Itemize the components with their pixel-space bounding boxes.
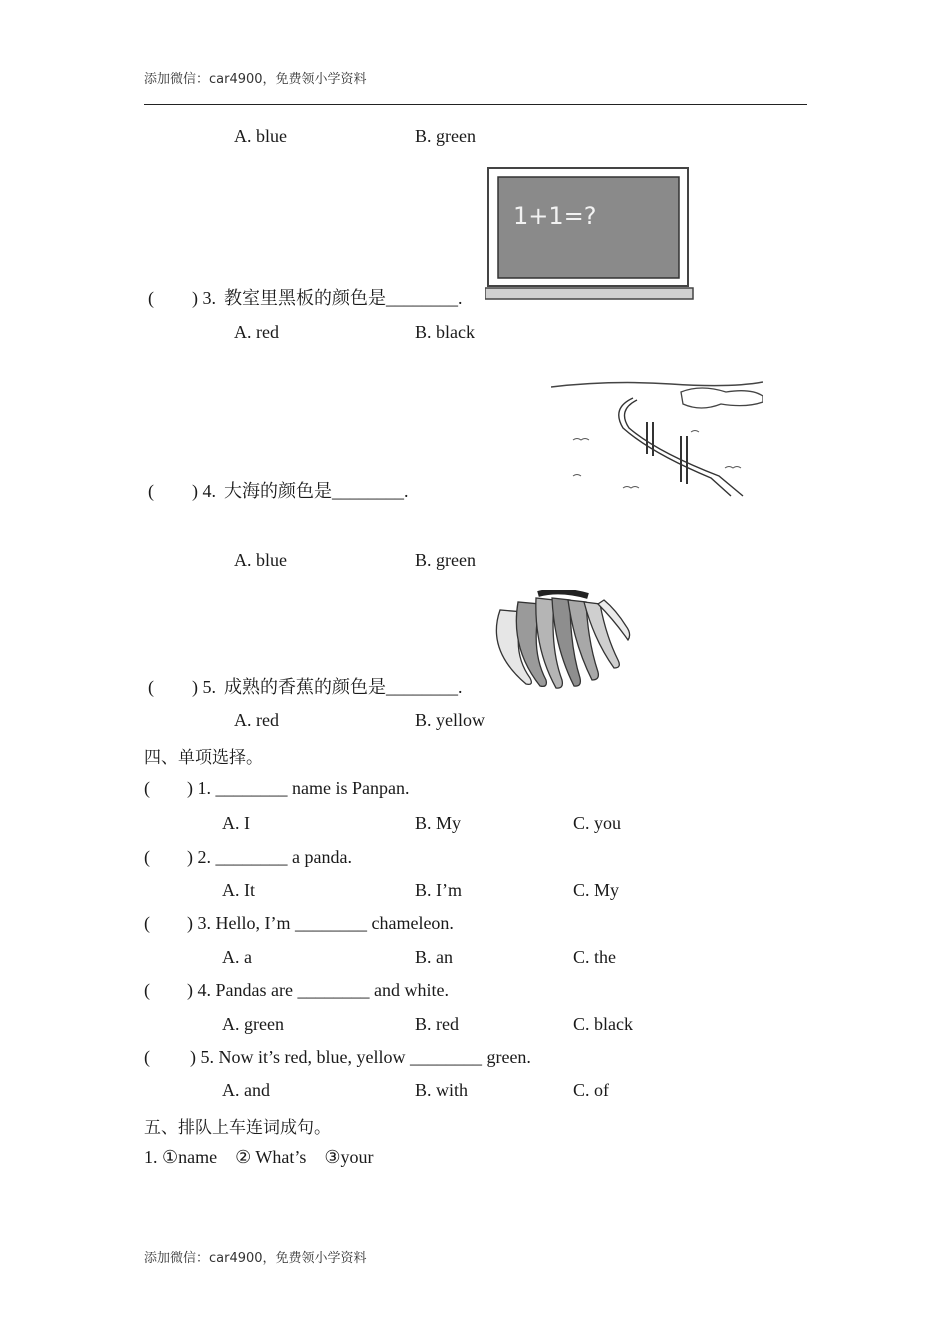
p4-q5-option-b: B. with — [415, 1080, 469, 1100]
p4-q4-stem: ) 4. Pandas are ________ and white. — [187, 980, 449, 1000]
q4-number: ) 4. — [192, 481, 216, 501]
q4-option-a: A. blue — [234, 550, 287, 570]
p5-q1: 1. ①name ② What’s ③your — [144, 1147, 374, 1167]
q2-option-a: A. blue — [234, 126, 287, 146]
section-4-title: 四、单项选择。 — [144, 748, 263, 768]
q2-option-b: B. green — [415, 126, 476, 146]
p4-q5-stem: ) 5. Now it’s red, blue, yellow ________ green. — [190, 1047, 531, 1067]
q5-number: ) 5. — [192, 677, 216, 697]
p4-q4-option-c: C. black — [573, 1014, 633, 1034]
blackboard-image — [485, 166, 695, 304]
q3-option-b: B. black — [415, 322, 475, 342]
q5-paren-open: ( — [148, 677, 154, 697]
p4-q2-paren: ( — [144, 847, 150, 867]
q4-paren-open: ( — [148, 481, 154, 501]
p4-q3-option-b: B. an — [415, 947, 453, 967]
p4-q3-option-a: A. a — [222, 947, 252, 967]
header-rule — [144, 104, 807, 105]
p4-q3-paren: ( — [144, 913, 150, 933]
p4-q5-option-a: A. and — [222, 1080, 270, 1100]
p4-q3-stem: ) 3. Hello, I’m ________ chameleon. — [187, 913, 454, 933]
p4-q5-option-c: C. of — [573, 1080, 609, 1100]
p4-q1-option-b: B. My — [415, 813, 462, 833]
p4-q3-option-c: C. the — [573, 947, 616, 967]
page-header: 添加微信：car4900，免费领小学资料 — [144, 72, 367, 87]
p4-q4-paren: ( — [144, 980, 150, 1000]
sea-bridge-image — [551, 378, 763, 498]
q5-stem: 成熟的香蕉的颜色是________. — [224, 677, 463, 697]
p4-q2-option-c: C. My — [573, 880, 620, 900]
p4-q1-option-a: A. I — [222, 813, 250, 833]
p4-q2-stem: ) 2. ________ a panda. — [187, 847, 352, 867]
p4-q4-option-a: A. green — [222, 1014, 284, 1034]
p4-q2-option-b: B. I’m — [415, 880, 462, 900]
q4-stem: 大海的颜色是________. — [224, 481, 409, 501]
p4-q1-option-c: C. you — [573, 813, 622, 833]
q4-option-b: B. green — [415, 550, 476, 570]
page-footer: 添加微信：car4900，免费领小学资料 — [144, 1251, 367, 1266]
section-5-title: 五、排队上车连词成句。 — [144, 1118, 331, 1138]
q5-option-a: A. red — [234, 710, 279, 730]
p4-q2-option-a: A. It — [222, 880, 255, 900]
board-writing: 1+1=? — [513, 202, 597, 230]
p4-q1-stem: ) 1. ________ name is Panpan. — [187, 778, 410, 798]
bananas-image — [490, 590, 632, 692]
q5-option-b: B. yellow — [415, 710, 485, 730]
q3-stem: 教室里黑板的颜色是________. — [224, 288, 463, 308]
p4-q1-paren: ( — [144, 778, 150, 798]
p4-q5-paren: ( — [144, 1047, 150, 1067]
p4-q4-option-b: B. red — [415, 1014, 459, 1034]
q3-number: ) 3. — [192, 288, 216, 308]
q3-option-a: A. red — [234, 322, 279, 342]
q3-paren-open: ( — [148, 288, 154, 308]
